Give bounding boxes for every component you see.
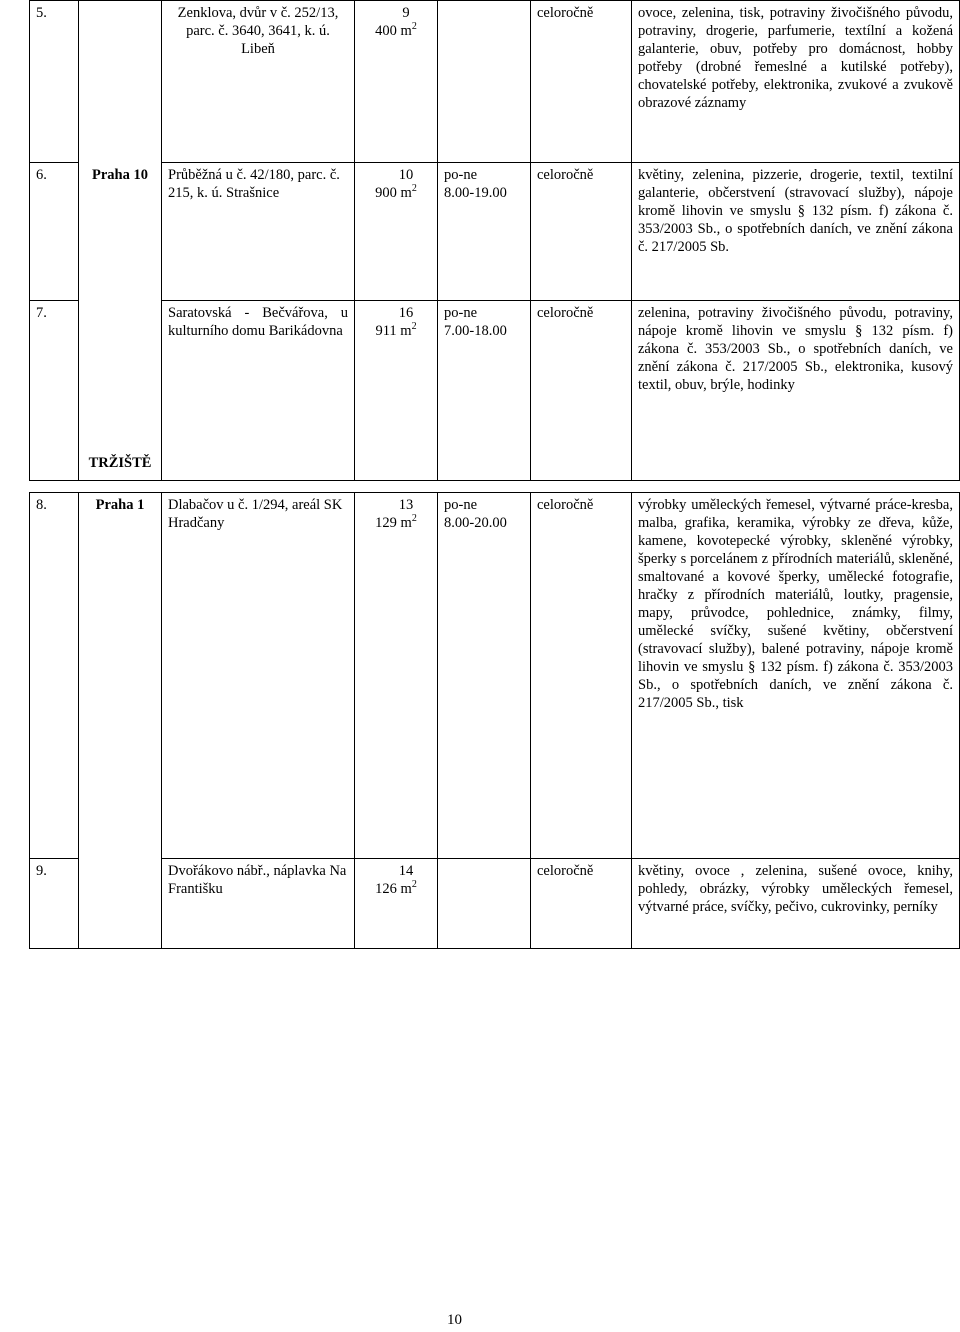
goods-cell: květiny, zelenina, pizzerie, drogerie, textil, textilní galanterie, občerstvení (stravovací služby), nápoje kromě lihovin ve smyslu § 132 písm. f) zákona č. 353/2003 Sb., o spotřebních daních, ve znění zákona č. 217/2005 Sb. bbox=[632, 163, 960, 301]
market-table bbox=[29, 0, 960, 949]
hours-time: 7.00-18.00 bbox=[444, 323, 507, 339]
area-cell bbox=[355, 301, 438, 481]
period-cell: celoročně bbox=[531, 859, 632, 949]
location-cell: Průběžná u č. 42/180, parc. č. 215, k. ú. Strašnice bbox=[162, 163, 355, 301]
stands-count: 13 bbox=[398, 497, 414, 513]
table-row bbox=[30, 1, 960, 163]
row-number: 5. bbox=[30, 1, 79, 163]
period-cell: celoročně bbox=[531, 1, 632, 163]
area-superscript: 2 bbox=[411, 183, 417, 195]
hours-cell bbox=[438, 163, 531, 301]
period-cell: celoročně bbox=[531, 493, 632, 859]
area-value: 126 m bbox=[375, 881, 412, 897]
area-superscript: 2 bbox=[411, 321, 417, 333]
goods-cell: výrobky uměleckých řemesel, výtvarné práce-kresba, malba, grafika, keramika, výrobky ze dřeva, kůže, kamene, kovotepecké výrobky, skleněné výrobky, šperky s porcelánem z přírodních materiálů, skleněné, smaltované a kovové šperky, umělecké fotografie, hračky z přírodních materiálů, loutky, pragensie, mapy, průvodce, pohlednice, známky, filmy, umělecké svíčky, sušené květiny, občerstvení (stravovací služby), balené potraviny, nápoje kromě lihovin ve smyslu § 132 písm. f) zákona č. 353/2003 Sb., o spotřebních daních, ve znění zákona č. 217/2005 Sb., tisk bbox=[632, 493, 960, 859]
stands-count: 16 bbox=[398, 305, 414, 321]
district-name: Praha 1 bbox=[95, 497, 145, 513]
table-gap bbox=[30, 481, 960, 493]
stands-count: 9 bbox=[402, 5, 410, 21]
hours-time: 8.00-20.00 bbox=[444, 515, 507, 531]
hours-time: 8.00-19.00 bbox=[444, 185, 507, 201]
hours-days: po-ne bbox=[444, 497, 478, 513]
area-cell bbox=[355, 493, 438, 859]
district-cell bbox=[79, 493, 162, 949]
hours-days: po-ne bbox=[444, 167, 478, 183]
area-cell bbox=[355, 1, 438, 163]
location-cell: Dvořákovo nábř., náplavka Na Františku bbox=[162, 859, 355, 949]
table-row bbox=[30, 859, 960, 949]
page-number: 10 bbox=[447, 1312, 462, 1328]
district-name: Praha 10 bbox=[92, 167, 148, 183]
location-cell: Zenklova, dvůr v č. 252/13, parc. č. 3640, 3641, k. ú. Libeň bbox=[162, 1, 355, 163]
table-row bbox=[30, 301, 960, 481]
table-row bbox=[30, 493, 960, 859]
stands-count: 10 bbox=[398, 167, 414, 183]
period-cell: celoročně bbox=[531, 163, 632, 301]
area-value: 911 m bbox=[375, 323, 412, 339]
section-cell bbox=[79, 1, 162, 481]
goods-cell: ovoce, zelenina, tisk, potraviny živočišného původu, potraviny, drogerie, parfumerie, textílní a kožená galanterie, obuv, potřeby pro domácnost, hobby potřeby (drobné řemeslné a kutilské potřeby), chovatelské potřeby, elektronika, zvukové a zvukově obrazové záznamy bbox=[632, 1, 960, 163]
hours-days: po-ne bbox=[444, 305, 478, 321]
location-cell: Dlabačov u č. 1/294, areál SK Hradčany bbox=[162, 493, 355, 859]
area-superscript: 2 bbox=[411, 879, 417, 891]
row-number: 8. bbox=[30, 493, 79, 859]
area-value: 900 m bbox=[375, 185, 412, 201]
location-cell: Saratovská - Bečvářova, u kulturního domu Barikádovna bbox=[162, 301, 355, 481]
row-number: 6. bbox=[30, 163, 79, 301]
area-superscript: 2 bbox=[411, 513, 417, 525]
area-superscript: 2 bbox=[411, 21, 417, 33]
row-number: 7. bbox=[30, 301, 79, 481]
hours-cell bbox=[438, 301, 531, 481]
area-cell bbox=[355, 163, 438, 301]
hours-cell bbox=[438, 1, 531, 163]
row-number: 9. bbox=[30, 859, 79, 949]
area-value: 400 m bbox=[375, 23, 412, 39]
table-row bbox=[30, 163, 960, 301]
hours-cell bbox=[438, 859, 531, 949]
area-value: 129 m bbox=[375, 515, 412, 531]
goods-cell: zelenina, potraviny živočišného původu, potraviny, nápoje kromě lihovin ve smyslu § 132 písm. f) zákona č. 353/2003 Sb., o spotřebních daních, ve znění zákona č. 217/2005 Sb., elektronika, kusový textil, obuv, brýle, hodinky bbox=[632, 301, 960, 481]
hours-cell bbox=[438, 493, 531, 859]
goods-cell: květiny, ovoce , zelenina, sušené ovoce, knihy, pohledy, obrázky, výrobky uměleckých řemesel, výtvarné práce, svíčky, pečivo, cukrovinky, perníky bbox=[632, 859, 960, 949]
period-cell: celoročně bbox=[531, 301, 632, 481]
area-cell bbox=[355, 859, 438, 949]
stands-count: 14 bbox=[398, 863, 414, 879]
section-label: TRŽIŠTĚ bbox=[88, 455, 152, 471]
